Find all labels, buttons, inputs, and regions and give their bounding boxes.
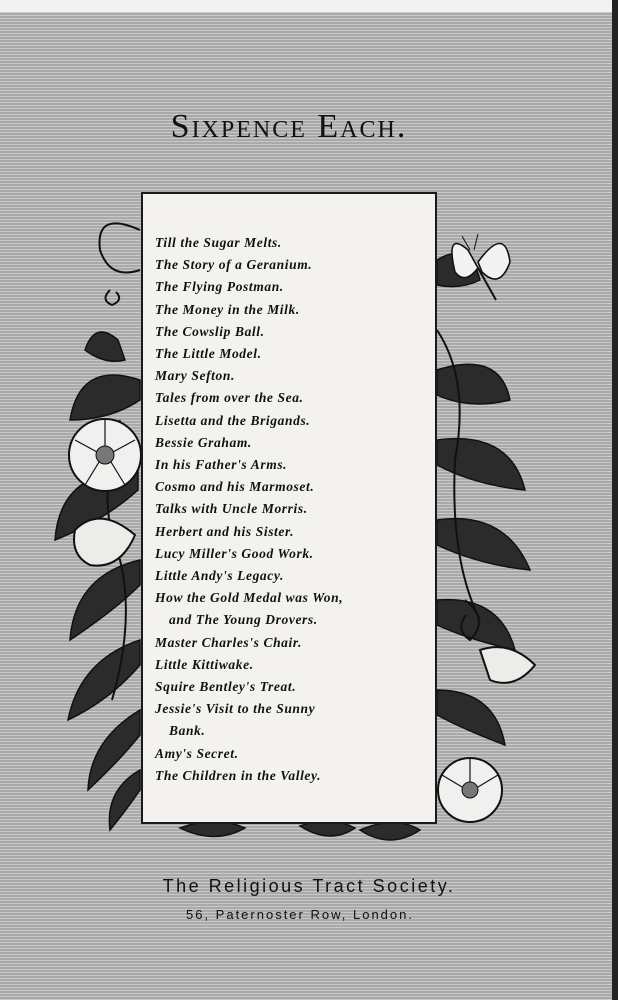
book-title: Cosmo and his Marmoset. bbox=[155, 479, 315, 495]
book-title: How the Gold Medal was Won, bbox=[155, 590, 344, 606]
book-title: Little Kittiwake. bbox=[155, 656, 254, 672]
publisher-name: The Religious Tract Society. bbox=[162, 876, 456, 896]
book-title: Little Andy's Legacy. bbox=[155, 568, 284, 584]
book-title: and The Young Drovers. bbox=[169, 612, 318, 628]
book-title: Jessie's Visit to the Sunny bbox=[155, 701, 316, 717]
book-title: Bank. bbox=[169, 723, 206, 739]
book-title: Talks with Uncle Morris. bbox=[155, 501, 308, 517]
flower-left-top bbox=[69, 419, 141, 491]
book-title: Lucy Miller's Good Work. bbox=[155, 545, 314, 561]
book-title: Bessie Graham. bbox=[155, 434, 252, 450]
book-title: Amy's Secret. bbox=[155, 745, 239, 761]
butterfly-icon bbox=[452, 234, 510, 300]
book-title: The Flying Postman. bbox=[155, 279, 284, 295]
book-title: In his Father's Arms. bbox=[155, 457, 288, 473]
book-title: Squire Bentley's Treat. bbox=[155, 679, 297, 695]
book-title: The Story of a Geranium. bbox=[155, 257, 313, 273]
book-title: Tales from over the Sea. bbox=[155, 390, 304, 406]
publisher-address: 56, Paternoster Row, London. bbox=[185, 907, 414, 922]
book-title: Mary Sefton. bbox=[155, 368, 235, 384]
book-title: Lisetta and the Brigands. bbox=[155, 412, 311, 428]
book-title: The Money in the Milk. bbox=[155, 301, 300, 317]
leaves-left bbox=[55, 332, 140, 830]
book-title: The Little Model. bbox=[155, 346, 262, 362]
book-title: The Cowslip Ball. bbox=[155, 323, 265, 339]
book-title-list bbox=[155, 232, 431, 787]
flower-left-bottom bbox=[74, 519, 135, 566]
book-title: Herbert and his Sister. bbox=[155, 523, 295, 539]
book-title: The Children in the Valley. bbox=[155, 767, 322, 783]
book-title: Master Charles's Chair. bbox=[155, 634, 302, 650]
heading: Sixpence Each. bbox=[170, 108, 408, 145]
book-list-panel bbox=[141, 192, 437, 824]
flower-right-top bbox=[480, 647, 535, 683]
flower-right-bottom bbox=[438, 758, 502, 822]
book-title: Till the Sugar Melts. bbox=[155, 235, 282, 250]
